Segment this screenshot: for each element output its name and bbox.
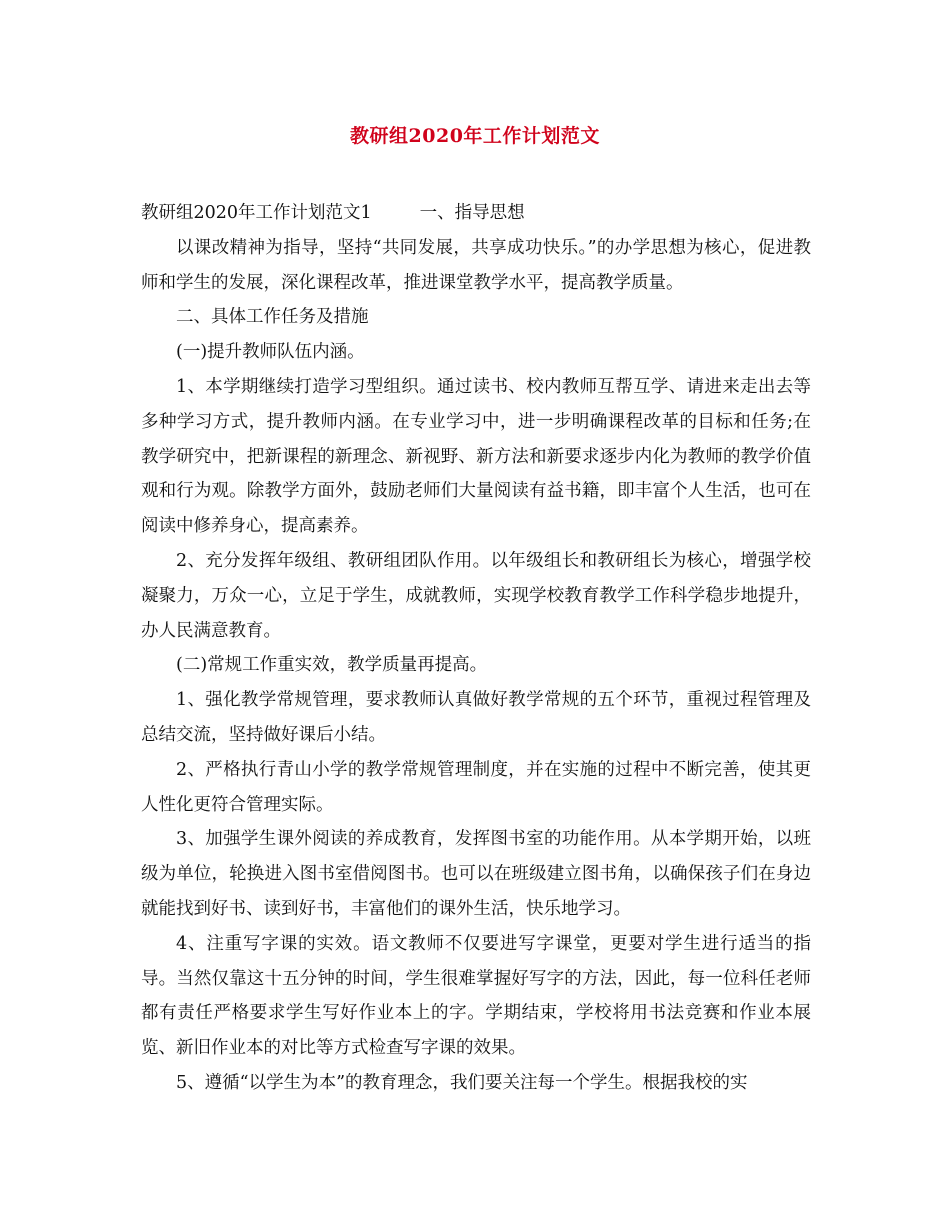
- doc-subtitle: 教研组2020年工作计划范文1: [141, 203, 372, 223]
- paragraph: 1、强化教学常规管理，要求教师认真做好教学常规的五个环节，重视过程管理及总结交流，坚持做好课后小结。: [141, 690, 811, 745]
- paragraph: 2、充分发挥年级组、教研组团队作用。以年级组长和教研组长为核心，增强学校凝聚力，万众一心，立足于学生，成就教师，实现学校教育教学工作科学稳步地提升，办人民满意教育。: [141, 550, 811, 641]
- first-line: [141, 196, 811, 231]
- document-body: [141, 196, 811, 1101]
- section-heading-guiding-ideology: 一、指导思想: [419, 203, 525, 223]
- paragraph: 1、本学期继续打造学习型组织。通过读书、校内教师互帮互学、请进来走出去等多种学习方式，提升教师内涵。在专业学习中，进一步明确课程改革的目标和任务;在教学研究中，把新课程的新理念、新视野、新方法和新要求逐步内化为教师的教学价值观和行为观。除教学方面外，鼓励老师们大量阅读有益书籍，即丰富个人生活，也可在阅读中修养身心，提高素养。: [141, 376, 811, 537]
- section-heading-tasks: 二、具体工作任务及措施: [176, 307, 369, 328]
- paragraph: 5、遵循“以学生为本”的教育理念，我们要关注每一个学生。根据我校的实: [176, 1072, 748, 1093]
- paragraph: 4、注重写字课的实效。语文教师不仅要进写字课堂，更要对学生进行适当的指导。当然仅靠这十五分钟的时间，学生很难掌握好写字的方法，因此，每一位科任老师都有责任严格要求学生写好作业本上的字。学期结束，学校将用书法竞赛和作业本展览、新旧作业本的对比等方式检查写字课的效果。: [141, 933, 811, 1059]
- document-title: 教研组2020年工作计划范文: [350, 125, 600, 147]
- subsection-heading-routine: (二)常规工作重实效，教学质量再提高。: [176, 655, 488, 676]
- paragraph: 2、严格执行青山小学的教学常规管理制度，并在实施的过程中不断完善，使其更人性化更符合管理实际。: [141, 759, 811, 815]
- subsection-heading-teachers: (一)提升教师队伍内涵。: [176, 342, 365, 363]
- paragraph: 3、加强学生课外阅读的养成教育，发挥图书室的功能作用。从本学期开始，以班级为单位，轮换进入图书室借阅图书。也可以在班级建立图书角，以确保孩子们在身边就能找到好书、读到好书，丰富他们的课外生活，快乐地学习。: [141, 829, 811, 919]
- paragraph: 以课改精神为指导，坚持“共同发展，共享成功快乐。”的办学思想为核心，促进教师和学生的发展，深化课程改革，推进课堂教学水平，提高教学质量。: [141, 237, 811, 293]
